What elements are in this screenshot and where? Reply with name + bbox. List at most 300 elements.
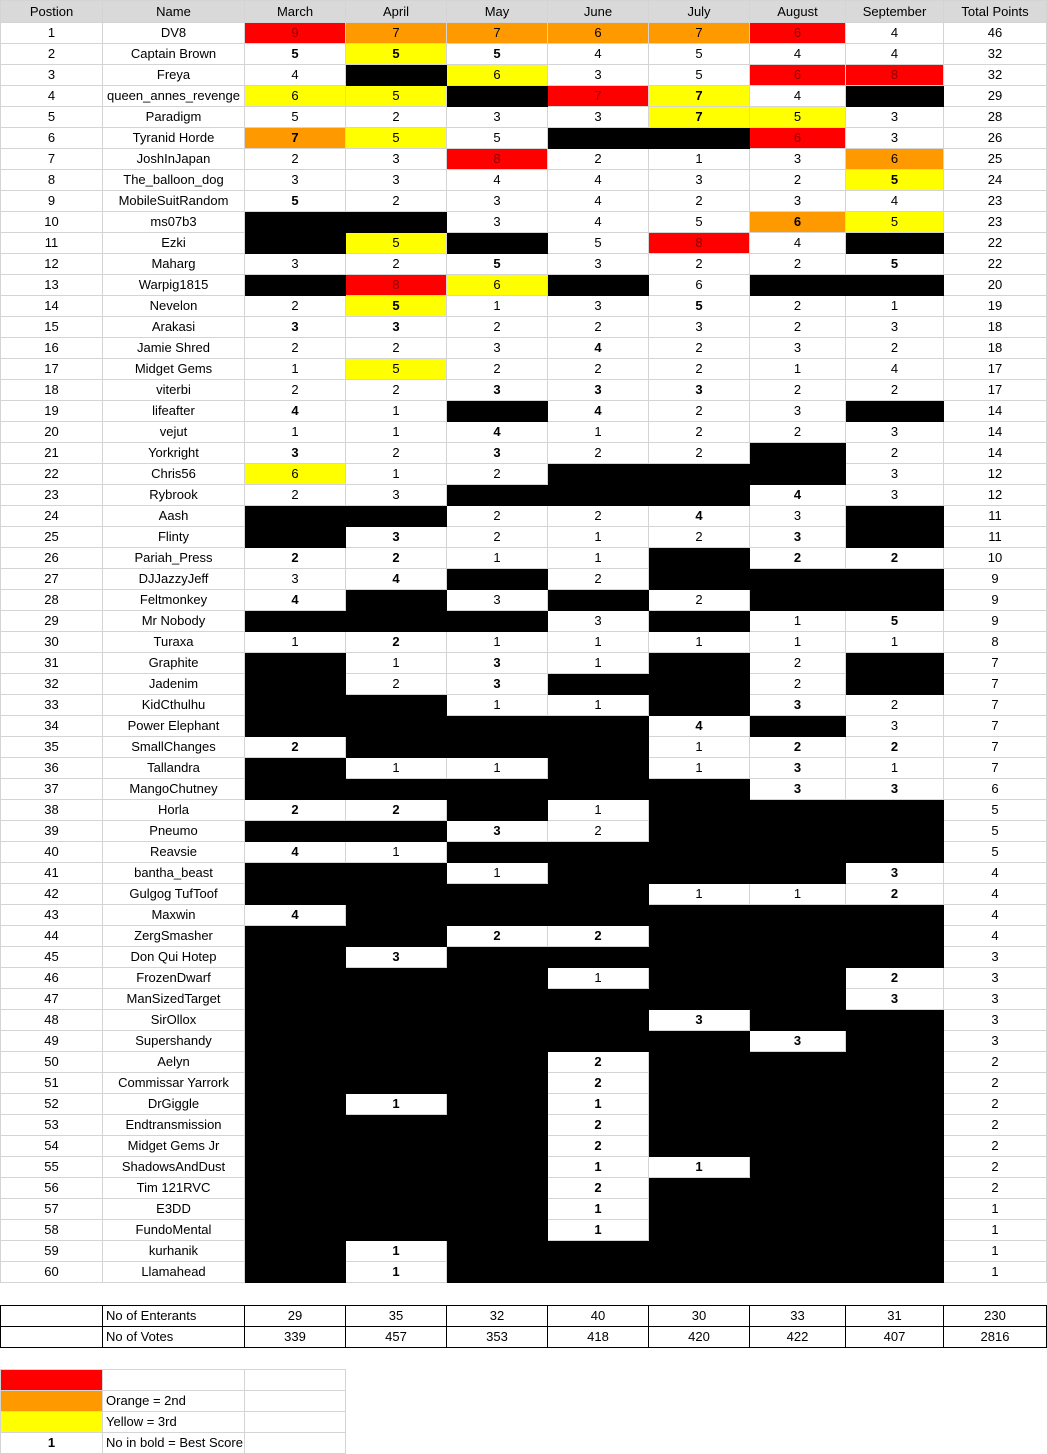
july-score-cell[interactable]: 7 xyxy=(649,86,750,107)
total-points-cell[interactable]: 18 xyxy=(944,317,1047,338)
march-not-entered-cell[interactable] xyxy=(245,926,346,947)
june-not-entered-cell[interactable] xyxy=(548,989,649,1010)
august-not-entered-cell[interactable] xyxy=(750,1262,846,1283)
august-not-entered-cell[interactable] xyxy=(750,1115,846,1136)
position-cell[interactable]: 36 xyxy=(1,758,103,779)
total-points-cell[interactable]: 11 xyxy=(944,506,1047,527)
position-cell[interactable]: 20 xyxy=(1,422,103,443)
march-score-cell[interactable]: 2 xyxy=(245,548,346,569)
may-score-cell[interactable]: 4 xyxy=(447,422,548,443)
april-score-cell[interactable]: 5 xyxy=(346,44,447,65)
august-score-cell[interactable]: 6 xyxy=(750,128,846,149)
may-not-entered-cell[interactable] xyxy=(447,1157,548,1178)
march-score-cell[interactable]: 3 xyxy=(245,443,346,464)
august-score-cell[interactable]: 2 xyxy=(750,170,846,191)
player-name-cell[interactable]: Midget Gems Jr xyxy=(103,1136,245,1157)
march-not-entered-cell[interactable] xyxy=(245,527,346,548)
june-score-cell[interactable]: 1 xyxy=(548,800,649,821)
position-cell[interactable]: 33 xyxy=(1,695,103,716)
total-points-cell[interactable]: 12 xyxy=(944,485,1047,506)
march-not-entered-cell[interactable] xyxy=(245,968,346,989)
september-not-entered-cell[interactable] xyxy=(846,926,944,947)
september-not-entered-cell[interactable] xyxy=(846,590,944,611)
march-not-entered-cell[interactable] xyxy=(245,1031,346,1052)
may-score-cell[interactable]: 2 xyxy=(447,464,548,485)
march-score-cell[interactable]: 4 xyxy=(245,905,346,926)
july-not-entered-cell[interactable] xyxy=(649,968,750,989)
total-points-cell[interactable]: 2 xyxy=(944,1136,1047,1157)
april-not-entered-cell[interactable] xyxy=(346,695,447,716)
august-score-cell[interactable]: 3 xyxy=(750,779,846,800)
may-not-entered-cell[interactable] xyxy=(447,611,548,632)
june-score-cell[interactable]: 3 xyxy=(548,254,649,275)
position-cell[interactable]: 30 xyxy=(1,632,103,653)
total-points-cell[interactable]: 9 xyxy=(944,611,1047,632)
position-cell[interactable]: 37 xyxy=(1,779,103,800)
march-score-cell[interactable]: 3 xyxy=(245,317,346,338)
june-score-cell[interactable]: 1 xyxy=(548,653,649,674)
march-not-entered-cell[interactable] xyxy=(245,779,346,800)
may-not-entered-cell[interactable] xyxy=(447,569,548,590)
september-not-entered-cell[interactable] xyxy=(846,1262,944,1283)
may-not-entered-cell[interactable] xyxy=(447,1220,548,1241)
total-points-cell[interactable]: 32 xyxy=(944,44,1047,65)
total-points-cell[interactable]: 9 xyxy=(944,569,1047,590)
september-not-entered-cell[interactable] xyxy=(846,1178,944,1199)
may-not-entered-cell[interactable] xyxy=(447,947,548,968)
april-score-cell[interactable]: 2 xyxy=(346,443,447,464)
march-not-entered-cell[interactable] xyxy=(245,674,346,695)
player-name-cell[interactable]: Arakasi xyxy=(103,317,245,338)
september-score-cell[interactable]: 3 xyxy=(846,779,944,800)
player-name-cell[interactable]: FrozenDwarf xyxy=(103,968,245,989)
total-points-cell[interactable]: 10 xyxy=(944,548,1047,569)
position-cell[interactable]: 46 xyxy=(1,968,103,989)
summary-july-value[interactable]: 30 xyxy=(649,1306,750,1327)
april-score-cell[interactable]: 3 xyxy=(346,485,447,506)
march-score-cell[interactable]: 7 xyxy=(245,128,346,149)
july-not-entered-cell[interactable] xyxy=(649,548,750,569)
total-points-cell[interactable]: 14 xyxy=(944,443,1047,464)
april-not-entered-cell[interactable] xyxy=(346,1115,447,1136)
summary-july-value[interactable]: 420 xyxy=(649,1327,750,1348)
july-score-cell[interactable]: 7 xyxy=(649,23,750,44)
september-not-entered-cell[interactable] xyxy=(846,842,944,863)
player-name-cell[interactable]: Pariah_Press xyxy=(103,548,245,569)
september-score-cell[interactable]: 1 xyxy=(846,758,944,779)
june-not-entered-cell[interactable] xyxy=(548,485,649,506)
august-not-entered-cell[interactable] xyxy=(750,1136,846,1157)
august-score-cell[interactable]: 2 xyxy=(750,254,846,275)
june-score-cell[interactable]: 2 xyxy=(548,317,649,338)
july-not-entered-cell[interactable] xyxy=(649,800,750,821)
player-name-cell[interactable]: Flinty xyxy=(103,527,245,548)
summary-june-value[interactable]: 418 xyxy=(548,1327,649,1348)
player-name-cell[interactable]: Maharg xyxy=(103,254,245,275)
legend-swatch-yellow[interactable] xyxy=(1,1412,103,1433)
position-cell[interactable]: 28 xyxy=(1,590,103,611)
august-not-entered-cell[interactable] xyxy=(750,863,846,884)
august-score-cell[interactable]: 2 xyxy=(750,380,846,401)
position-cell[interactable]: 58 xyxy=(1,1220,103,1241)
player-name-cell[interactable]: DrGiggle xyxy=(103,1094,245,1115)
player-name-cell[interactable]: JoshInJapan xyxy=(103,149,245,170)
june-score-cell[interactable]: 4 xyxy=(548,401,649,422)
august-score-cell[interactable]: 1 xyxy=(750,884,846,905)
player-name-cell[interactable]: Aash xyxy=(103,506,245,527)
september-score-cell[interactable]: 4 xyxy=(846,23,944,44)
may-score-cell[interactable]: 8 xyxy=(447,149,548,170)
august-score-cell[interactable]: 3 xyxy=(750,506,846,527)
june-score-cell[interactable]: 3 xyxy=(548,107,649,128)
position-cell[interactable]: 1 xyxy=(1,23,103,44)
march-not-entered-cell[interactable] xyxy=(245,716,346,737)
may-score-cell[interactable]: 4 xyxy=(447,170,548,191)
april-score-cell[interactable]: 8 xyxy=(346,275,447,296)
august-score-cell[interactable]: 3 xyxy=(750,1031,846,1052)
position-cell[interactable]: 60 xyxy=(1,1262,103,1283)
april-not-entered-cell[interactable] xyxy=(346,590,447,611)
total-points-cell[interactable]: 3 xyxy=(944,1010,1047,1031)
player-name-cell[interactable]: Maxwin xyxy=(103,905,245,926)
september-score-cell[interactable]: 2 xyxy=(846,968,944,989)
april-score-cell[interactable]: 3 xyxy=(346,527,447,548)
may-not-entered-cell[interactable] xyxy=(447,905,548,926)
may-score-cell[interactable]: 5 xyxy=(447,44,548,65)
summary-may-value[interactable]: 353 xyxy=(447,1327,548,1348)
june-score-cell[interactable]: 7 xyxy=(548,86,649,107)
may-not-entered-cell[interactable] xyxy=(447,968,548,989)
total-points-cell[interactable]: 28 xyxy=(944,107,1047,128)
position-cell[interactable]: 3 xyxy=(1,65,103,86)
april-score-cell[interactable]: 1 xyxy=(346,401,447,422)
may-score-cell[interactable]: 1 xyxy=(447,863,548,884)
july-score-cell[interactable]: 7 xyxy=(649,107,750,128)
september-not-entered-cell[interactable] xyxy=(846,569,944,590)
position-cell[interactable]: 52 xyxy=(1,1094,103,1115)
june-score-cell[interactable]: 2 xyxy=(548,1073,649,1094)
april-not-entered-cell[interactable] xyxy=(346,716,447,737)
total-points-cell[interactable]: 7 xyxy=(944,716,1047,737)
may-score-cell[interactable]: 2 xyxy=(447,926,548,947)
may-not-entered-cell[interactable] xyxy=(447,86,548,107)
position-cell[interactable]: 34 xyxy=(1,716,103,737)
header-june[interactable]: June xyxy=(548,1,649,23)
september-not-entered-cell[interactable] xyxy=(846,905,944,926)
september-score-cell[interactable]: 2 xyxy=(846,737,944,758)
july-score-cell[interactable]: 1 xyxy=(649,149,750,170)
march-score-cell[interactable]: 1 xyxy=(245,422,346,443)
july-not-entered-cell[interactable] xyxy=(649,947,750,968)
july-score-cell[interactable]: 2 xyxy=(649,590,750,611)
june-score-cell[interactable]: 6 xyxy=(548,23,649,44)
position-cell[interactable]: 55 xyxy=(1,1157,103,1178)
legend-swatch-orange[interactable] xyxy=(1,1391,103,1412)
may-not-entered-cell[interactable] xyxy=(447,1073,548,1094)
september-score-cell[interactable]: 3 xyxy=(846,317,944,338)
position-cell[interactable]: 16 xyxy=(1,338,103,359)
total-points-cell[interactable]: 14 xyxy=(944,422,1047,443)
total-points-cell[interactable]: 6 xyxy=(944,779,1047,800)
position-cell[interactable]: 59 xyxy=(1,1241,103,1262)
position-cell[interactable]: 17 xyxy=(1,359,103,380)
player-name-cell[interactable]: Commissar Yarrork xyxy=(103,1073,245,1094)
legend-empty-cell[interactable] xyxy=(245,1391,346,1412)
august-not-entered-cell[interactable] xyxy=(750,1073,846,1094)
total-points-cell[interactable]: 22 xyxy=(944,254,1047,275)
april-score-cell[interactable]: 2 xyxy=(346,338,447,359)
july-score-cell[interactable]: 1 xyxy=(649,1157,750,1178)
position-cell[interactable]: 42 xyxy=(1,884,103,905)
position-cell[interactable]: 53 xyxy=(1,1115,103,1136)
position-cell[interactable]: 8 xyxy=(1,170,103,191)
september-not-entered-cell[interactable] xyxy=(846,674,944,695)
april-score-cell[interactable]: 5 xyxy=(346,128,447,149)
july-score-cell[interactable]: 5 xyxy=(649,65,750,86)
total-points-cell[interactable]: 19 xyxy=(944,296,1047,317)
may-not-entered-cell[interactable] xyxy=(447,1178,548,1199)
september-not-entered-cell[interactable] xyxy=(846,1073,944,1094)
september-score-cell[interactable]: 2 xyxy=(846,380,944,401)
may-not-entered-cell[interactable] xyxy=(447,1031,548,1052)
total-points-cell[interactable]: 14 xyxy=(944,401,1047,422)
may-score-cell[interactable]: 1 xyxy=(447,758,548,779)
july-not-entered-cell[interactable] xyxy=(649,779,750,800)
total-points-cell[interactable]: 32 xyxy=(944,65,1047,86)
april-not-entered-cell[interactable] xyxy=(346,1157,447,1178)
march-not-entered-cell[interactable] xyxy=(245,1220,346,1241)
total-points-cell[interactable]: 17 xyxy=(944,359,1047,380)
june-score-cell[interactable]: 2 xyxy=(548,1115,649,1136)
july-score-cell[interactable]: 1 xyxy=(649,758,750,779)
august-not-entered-cell[interactable] xyxy=(750,443,846,464)
july-score-cell[interactable]: 2 xyxy=(649,527,750,548)
june-score-cell[interactable]: 1 xyxy=(548,527,649,548)
august-not-entered-cell[interactable] xyxy=(750,590,846,611)
player-name-cell[interactable]: Pneumo xyxy=(103,821,245,842)
player-name-cell[interactable]: Rybrook xyxy=(103,485,245,506)
june-not-entered-cell[interactable] xyxy=(548,947,649,968)
total-points-cell[interactable]: 2 xyxy=(944,1115,1047,1136)
march-not-entered-cell[interactable] xyxy=(245,1052,346,1073)
september-not-entered-cell[interactable] xyxy=(846,821,944,842)
april-not-entered-cell[interactable] xyxy=(346,989,447,1010)
player-name-cell[interactable]: Horla xyxy=(103,800,245,821)
player-name-cell[interactable]: Midget Gems xyxy=(103,359,245,380)
august-score-cell[interactable]: 6 xyxy=(750,212,846,233)
september-not-entered-cell[interactable] xyxy=(846,1136,944,1157)
total-points-cell[interactable]: 7 xyxy=(944,674,1047,695)
june-score-cell[interactable]: 4 xyxy=(548,191,649,212)
march-score-cell[interactable]: 9 xyxy=(245,23,346,44)
july-not-entered-cell[interactable] xyxy=(649,1115,750,1136)
april-not-entered-cell[interactable] xyxy=(346,884,447,905)
total-points-cell[interactable]: 25 xyxy=(944,149,1047,170)
total-points-cell[interactable]: 22 xyxy=(944,233,1047,254)
may-not-entered-cell[interactable] xyxy=(447,1052,548,1073)
april-score-cell[interactable]: 3 xyxy=(346,170,447,191)
august-score-cell[interactable]: 1 xyxy=(750,611,846,632)
april-not-entered-cell[interactable] xyxy=(346,926,447,947)
march-not-entered-cell[interactable] xyxy=(245,1010,346,1031)
position-cell[interactable]: 39 xyxy=(1,821,103,842)
legend-label-bold[interactable]: No in bold = Best Score xyxy=(103,1433,245,1454)
april-score-cell[interactable]: 1 xyxy=(346,1241,447,1262)
april-not-entered-cell[interactable] xyxy=(346,611,447,632)
august-score-cell[interactable]: 3 xyxy=(750,149,846,170)
player-name-cell[interactable]: Jamie Shred xyxy=(103,338,245,359)
june-not-entered-cell[interactable] xyxy=(548,716,649,737)
march-score-cell[interactable]: 3 xyxy=(245,170,346,191)
may-not-entered-cell[interactable] xyxy=(447,1199,548,1220)
player-name-cell[interactable]: E3DD xyxy=(103,1199,245,1220)
june-score-cell[interactable]: 2 xyxy=(548,926,649,947)
march-score-cell[interactable]: 3 xyxy=(245,254,346,275)
august-not-entered-cell[interactable] xyxy=(750,905,846,926)
may-score-cell[interactable]: 2 xyxy=(447,527,548,548)
september-score-cell[interactable]: 3 xyxy=(846,128,944,149)
june-score-cell[interactable]: 2 xyxy=(548,1052,649,1073)
july-score-cell[interactable]: 6 xyxy=(649,275,750,296)
may-not-entered-cell[interactable] xyxy=(447,1262,548,1283)
august-not-entered-cell[interactable] xyxy=(750,1199,846,1220)
july-score-cell[interactable]: 5 xyxy=(649,212,750,233)
september-not-entered-cell[interactable] xyxy=(846,86,944,107)
total-points-cell[interactable]: 5 xyxy=(944,821,1047,842)
position-cell[interactable]: 10 xyxy=(1,212,103,233)
position-cell[interactable]: 49 xyxy=(1,1031,103,1052)
september-score-cell[interactable]: 5 xyxy=(846,254,944,275)
august-score-cell[interactable]: 3 xyxy=(750,191,846,212)
march-not-entered-cell[interactable] xyxy=(245,275,346,296)
may-not-entered-cell[interactable] xyxy=(447,716,548,737)
august-score-cell[interactable]: 3 xyxy=(750,527,846,548)
total-points-cell[interactable]: 5 xyxy=(944,800,1047,821)
march-score-cell[interactable]: 2 xyxy=(245,800,346,821)
july-score-cell[interactable]: 3 xyxy=(649,380,750,401)
summary-april-value[interactable]: 35 xyxy=(346,1306,447,1327)
may-score-cell[interactable]: 5 xyxy=(447,254,548,275)
june-not-entered-cell[interactable] xyxy=(548,1241,649,1262)
june-score-cell[interactable]: 3 xyxy=(548,380,649,401)
july-score-cell[interactable]: 1 xyxy=(649,884,750,905)
august-score-cell[interactable]: 2 xyxy=(750,317,846,338)
position-cell[interactable]: 7 xyxy=(1,149,103,170)
september-score-cell[interactable]: 2 xyxy=(846,443,944,464)
march-not-entered-cell[interactable] xyxy=(245,1094,346,1115)
position-cell[interactable]: 43 xyxy=(1,905,103,926)
july-not-entered-cell[interactable] xyxy=(649,1136,750,1157)
july-score-cell[interactable]: 5 xyxy=(649,296,750,317)
player-name-cell[interactable]: Captain Brown xyxy=(103,44,245,65)
may-score-cell[interactable]: 1 xyxy=(447,632,548,653)
position-cell[interactable]: 51 xyxy=(1,1073,103,1094)
total-points-cell[interactable]: 3 xyxy=(944,947,1047,968)
header-april[interactable]: April xyxy=(346,1,447,23)
header-name[interactable]: Name xyxy=(103,1,245,23)
march-score-cell[interactable]: 3 xyxy=(245,569,346,590)
total-points-cell[interactable]: 29 xyxy=(944,86,1047,107)
player-name-cell[interactable]: Endtransmission xyxy=(103,1115,245,1136)
july-not-entered-cell[interactable] xyxy=(649,863,750,884)
july-not-entered-cell[interactable] xyxy=(649,926,750,947)
april-not-entered-cell[interactable] xyxy=(346,1073,447,1094)
march-score-cell[interactable]: 1 xyxy=(245,359,346,380)
april-not-entered-cell[interactable] xyxy=(346,905,447,926)
player-name-cell[interactable]: ms07b3 xyxy=(103,212,245,233)
september-not-entered-cell[interactable] xyxy=(846,233,944,254)
player-name-cell[interactable]: ZergSmasher xyxy=(103,926,245,947)
march-not-entered-cell[interactable] xyxy=(245,506,346,527)
player-name-cell[interactable]: Ezki xyxy=(103,233,245,254)
total-points-cell[interactable]: 23 xyxy=(944,212,1047,233)
june-score-cell[interactable]: 2 xyxy=(548,149,649,170)
legend-swatch-red[interactable] xyxy=(1,1370,103,1391)
march-score-cell[interactable]: 2 xyxy=(245,737,346,758)
player-name-cell[interactable]: MobileSuitRandom xyxy=(103,191,245,212)
june-not-entered-cell[interactable] xyxy=(548,275,649,296)
position-cell[interactable]: 27 xyxy=(1,569,103,590)
position-cell[interactable]: 26 xyxy=(1,548,103,569)
position-cell[interactable]: 48 xyxy=(1,1010,103,1031)
june-score-cell[interactable]: 2 xyxy=(548,506,649,527)
may-not-entered-cell[interactable] xyxy=(447,401,548,422)
september-score-cell[interactable]: 5 xyxy=(846,212,944,233)
total-points-cell[interactable]: 4 xyxy=(944,926,1047,947)
march-score-cell[interactable]: 4 xyxy=(245,401,346,422)
july-not-entered-cell[interactable] xyxy=(649,842,750,863)
june-score-cell[interactable]: 4 xyxy=(548,44,649,65)
august-not-entered-cell[interactable] xyxy=(750,989,846,1010)
april-not-entered-cell[interactable] xyxy=(346,1136,447,1157)
position-cell[interactable]: 14 xyxy=(1,296,103,317)
august-score-cell[interactable]: 4 xyxy=(750,485,846,506)
april-score-cell[interactable]: 1 xyxy=(346,758,447,779)
total-points-cell[interactable]: 4 xyxy=(944,863,1047,884)
august-score-cell[interactable]: 5 xyxy=(750,107,846,128)
header-total-points[interactable]: Total Points xyxy=(944,1,1047,23)
august-not-entered-cell[interactable] xyxy=(750,1094,846,1115)
position-cell[interactable]: 45 xyxy=(1,947,103,968)
july-not-entered-cell[interactable] xyxy=(649,1178,750,1199)
june-score-cell[interactable]: 2 xyxy=(548,1136,649,1157)
august-score-cell[interactable]: 2 xyxy=(750,296,846,317)
position-cell[interactable]: 38 xyxy=(1,800,103,821)
august-not-entered-cell[interactable] xyxy=(750,1052,846,1073)
june-not-entered-cell[interactable] xyxy=(548,758,649,779)
september-score-cell[interactable]: 3 xyxy=(846,485,944,506)
june-not-entered-cell[interactable] xyxy=(548,1031,649,1052)
summary-may-value[interactable]: 32 xyxy=(447,1306,548,1327)
april-not-entered-cell[interactable] xyxy=(346,1052,447,1073)
june-not-entered-cell[interactable] xyxy=(548,464,649,485)
march-score-cell[interactable]: 2 xyxy=(245,149,346,170)
june-score-cell[interactable]: 1 xyxy=(548,968,649,989)
april-score-cell[interactable]: 5 xyxy=(346,233,447,254)
position-cell[interactable]: 31 xyxy=(1,653,103,674)
september-score-cell[interactable]: 3 xyxy=(846,863,944,884)
summary-march-value[interactable]: 339 xyxy=(245,1327,346,1348)
june-score-cell[interactable]: 4 xyxy=(548,170,649,191)
march-score-cell[interactable]: 2 xyxy=(245,380,346,401)
april-score-cell[interactable]: 2 xyxy=(346,548,447,569)
total-points-cell[interactable]: 3 xyxy=(944,989,1047,1010)
may-not-entered-cell[interactable] xyxy=(447,1010,548,1031)
player-name-cell[interactable]: SmallChanges xyxy=(103,737,245,758)
march-not-entered-cell[interactable] xyxy=(245,1157,346,1178)
june-score-cell[interactable]: 2 xyxy=(548,569,649,590)
may-score-cell[interactable]: 6 xyxy=(447,65,548,86)
